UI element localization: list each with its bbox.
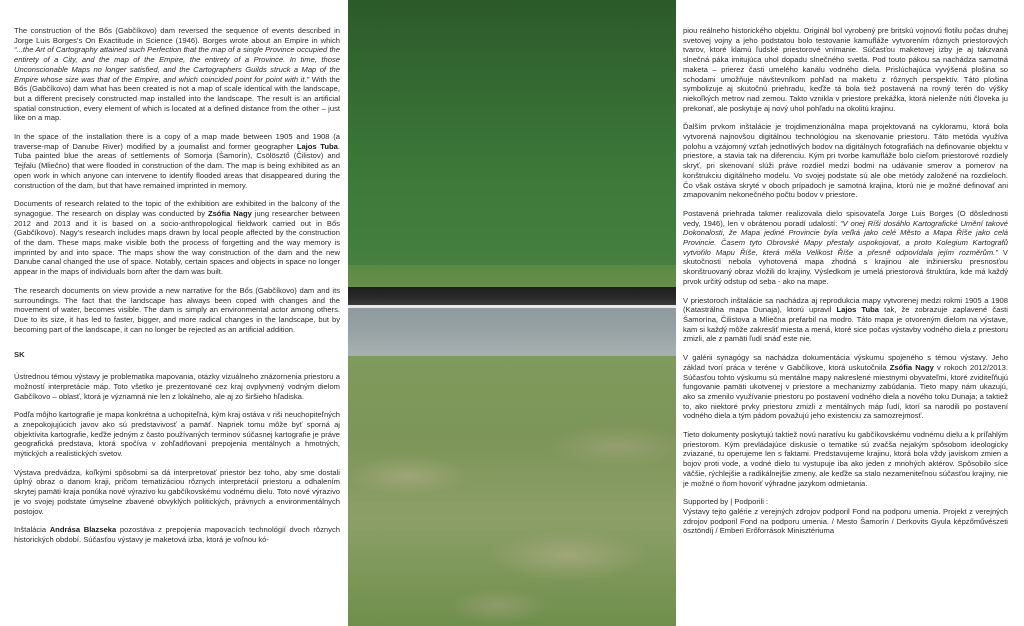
sk-paragraph-1: Ústrednou témou výstavy je problematika mapovania, otázky vizuálneho znázornenia priestoru a možností interpretácie máp. Toto všetko je prezentované cez kraj ovplyvnený vodným dielom Gabčíkovo – oblasť, ktorá je významná nie len z lokálneho, ale aj zo širšieho hľadiska. [14, 372, 340, 401]
researcher-name: Zsófia Nagy [207, 208, 252, 218]
sk-paragraph-10: Tieto dokumenty poskytujú taktiež novú naratívu ku gabčíkovskému vodnému dielu a k príľahlým priestorom. Kým prevládajúce diskusie o tematike sú zvačša nejakým spôsobom ideologicky zviazané, tu operujeme len s faktami. Predstavujeme krajinu, ktorá bola vždy javiskom zmien a bojov proti vode, a vodné dielo tu vystupuje iba ako jeden z mnohých aktérov. Spôsobilo síce väčšie, rýchlejšie a radikálnejšie zmeny, ale keďže sa stalo nezameniteľnou súčasťou krajiny, nie je možné o ňom hovoriť výhradne jazykom odmietania. [683, 430, 1008, 488]
artist-name: Andrása Blazseka [49, 525, 117, 535]
sk-heading: SK [14, 350, 25, 360]
photo-vegetation-area [348, 0, 676, 265]
sk-paragraph-3: Výstava predvádza, koľkými spôsobmi sa dá interpretovať priestor bez toho, aby sme dostali úplný obraz o danom kraji, pričom tematizáciou rôznych interpretácií priestoru a odhalením skrytej pamäti kraja ponúka nové výrazivo ku gabčíkovskému vodnému dielu. Toto nové výrazivo je vo svojej podstate úmyselne zbavené obvyklých politických, právnych a environmentálnych postojov. [14, 467, 340, 516]
artist-name: Lajos Tuba [836, 305, 879, 315]
photo-grass-strip [348, 265, 676, 287]
borges-quote: “V onej Ríši dosáhlo Kartografické Umění takové Dokonalosti, že Mapa jediné Provincie byla veľká jako celé Město a Mapa Říše jako celá Provincie. Časem tyto Obrovské Mapy přestaly uspokojovat, a proto Kolegium Kartografů vytvořilo Mapu Říše, která měla Velikost Říše a přesně odpovídala jejím rozměrům.” [683, 218, 1008, 257]
artist-name: Lajos Tuba [296, 141, 338, 151]
support-text: Výstavy tejto galérie z verejných zdrojov podporil Fond na podporu umenia. Projekt z verejných zdrojov podporil Fond na podporu umenia. / Mesto Šamorín / Derkovits Gyula képzőművészeti ösztöndíj / Emberi Erőforrások Minisztériuma [683, 506, 1008, 536]
english-text-column [14, 26, 340, 622]
slovak-text-column [683, 26, 1008, 622]
photo-grass-field [348, 356, 676, 626]
photo-concrete-slope [348, 308, 676, 356]
sk-paragraph-6: Ďalším prvkom inštalácie je trojdimenzionálna mapa projektovaná na cykloramu, ktorá bola vytvorená najnovšou digitálnou technológiou na skenovanie priestoru. Táto metóda využíva polohu a vzájomný vzťah jednotlivých bodov na digitálnych fotografiách na definovanie objektu v priestore, a stavia tak na diferenciu. Kým pri tvorbe kamufláže bolo cieľom priestorové rozdiely skryť, pri skenovaní slúži práve rozdiel medzi bodmi na udávanie smerov a pomerov na konštrukciu digitálneho modelu. Vo svojej podstate sú ale obe metódy založené na rozdieloch. Čo však ostáva skryté v oboch prípadoch je samotná krajina, ktorú nie je možné definovať ani zmapovaním nekonečného počtu bodov v priestore. [683, 122, 1008, 200]
en-paragraph-2: In the space of the installation there is a copy of a map made between 1905 and 1908 (a traverse-map of Danube River) modified by a journalist and former geographer Lajos Tuba. Tuba painted blue the areas of settlements of Somorja (Šamorín), Csölösztő (Čilistov) and Tejfalu (Mliečno) that were flooded in construction of the dam. The map is being exhibited as an open work in which anyone can intervene to identify flooded areas that disappeared during the construction of the dam, but that have remained imprinted in memory. [14, 132, 340, 190]
sk-paragraph-7: Postavená priehrada takmer realizovala dielo spisovateľa Jorge Luis Borges (O dôslednosti vedy, 1946), len v obrátenou poradí udalostí: “V onej Ríši dosáhlo Kartografické Umění takové Dokonalosti, že Mapa jediné Provincie byla veľká jako celé Město a Mapa Říše jako celá Provincie. Časem tyto Obrovské Mapy přestaly uspokojovat, a proto Kolegium Kartografů vytvořilo Mapu Říše, která měla Velikost Říše a přesně odpovídala jejím rozměrům.” V skutočnosti nebola vyhotovená mapa zhodná s krajinou ale inžiniersku presnosťou skonštruovaný obraz vložili do krajiny. Výsledkom je umelá priestorová štruktúra, kde má každý prvok určitý odstup od seba - ako na mape. [683, 208, 1008, 286]
borges-quote: “...the Art of Cartography attained such Perfection that the map of a single Province occupied the entirety of a City, and the map of the Empire, the entirety of a Province. In time, those Unconscionable Maps no longer satisfied, and the Cartographers Guilds struck a Map of the Empire whose size was that of the Empire, and which coincided point for point with it.” [14, 45, 340, 84]
photo-asphalt-band [348, 287, 676, 305]
en-paragraph-1: The construction of the Bős (Gabčíkovo) dam reversed the sequence of events described in Jorge Luis Borges’s On Exactitude in Science (1946). Borges wrote about an Empire in which “...the Art of Cartography attained such Perfection that the map of a single Province occupied the entirety of a City, and the map of the Empire, the entirety of a Province. In time, those Unconscionable Maps no longer satisfied, and the Cartographers Guilds struck a Map of the Empire whose size was that of the Empire, and which coincided point for point with it.” With the Bős (Gabčíkovo) dam what has been created is not a map of scale identical with the landscape, but a different precisely constructed map installed into the landscape. The result is an artificial spatial construction, every element of which is located at a defined distance from the other – just like on a map. [14, 26, 340, 123]
en-paragraph-4: The research documents on view provide a new narrative for the Bős (Gabčíkovo) dam and its surroundings. The fact that the landscape has always been coped with changes and the movement of water, becomes visible. The dam is simply an environmental actor among others. Due to its size, it has led to faster, bigger, and more radical changes in the landscape, but by becoming part of the landscape, it can no longer be rejected as an artificial addition. [14, 285, 340, 334]
researcher-name: Zsófia Nagy [889, 362, 934, 372]
support-heading: Supported by | Podporili : [683, 497, 769, 507]
sk-paragraph-2: Podľa môjho kartografie je mapa konkrétna a uchopiteľná, kým kraj ostáva v riši neuchopiteľných a znepokojujúcich javov ako sú predstavivosť a pamäť. Napriek tomu môže byť sporná aj objektívita kartografie, keďže jedným z často používaných terminov súčasnej kartografie je práve geografická predstava, ktorá spočíva v zohľadňovaní prepojenia mentálnych a hmotných, mýtických a realistických svetov. [14, 410, 340, 459]
sk-paragraph-5: piou reálneho historického objektu. Originál bol vyrobený pre britskú vojnovú flotilu počas druhej svetovej vojny a jeho podstatou bolo testovanie kamufláže vytvorením rôznych priestorových tvarov, ktoré klamú ľudské priestorové vnímanie. Súčasťou maketovej izby je aj takzvaná slnečná páka imitujúca uhol dopadu slnečného svetla. Pod touto pákou sa nachádza samotná maketa – prierez časti umelého kanálu vodného diela. Prislúchajúca vyvýšená plošina so schodami umožňuje návštevníkom pohľad na maketu z rôznych perspektív. Táto plošina symbolizuje aj skutočnú priehradu, keďže tá bola tiež postavená na rovný terén do výšky niekoľkých metrov nad zemou. Takto vznikla v priestore prekážka, ktorá nielenže núti človeka ju prekonať, ale poskytuje aj nový uhol pohľadu na okolitú krajinu. [683, 26, 1008, 113]
sk-paragraph-4: Inštalácia Andrása Blazseka pozostáva z prepojenia mapovacích technológií dvoch rôznych historických období. Súčasťou výstavy je maketová izba, ktorá je voľnou kó- [14, 525, 340, 544]
sk-paragraph-9: V galérii synagógy sa nachádza dokumentácia výskumu spojeného s témou výstavy. Jeho základ tvorí práca v teréne v Gabčíkove, ktorá uskutočnila Zsófia Nagy v rokoch 2012/2013. Súčasťou tohto výskumu sú mentálne mapy nakreslené miestnymi obyvateľmi, ktoré zviditeľňujú fungovanie pamäti ukotvenej v priestore a mechanizmy zabúdania. Tieto mapy nám ukazujú, ako sa zmenilo využívanie priestoru po postavení vodného diela a nového toku Dunaja; a taktiež to, ako niektoré prvky priestoru zmizli z mentálnych máp ľudí, ktorí sa narodili po postavení vodného diela a tým pádom považujú jeho existenciu za samozrejmosť. [683, 353, 1008, 421]
en-paragraph-3: Documents of research related to the topic of the exhibition are exhibited in the balcony of the synagogue. The research on display was conducted by Zsófia Nagy jung researcher between 2012 and 2013 and it is based on a socio-anthropological fieldwork carried out in Bős (Gabčíkovo). Nagy’s research includes maps drawn by local people affected by the construction of the dam. These maps make visible both the process of forgetting and the way memory is imprinted by and into space. The maps show the way construction of the dam and the new Danube canal changed the use of space. Notably, certain spaces and objects in space no longer appear in the maps of individuals born after the dam was built. [14, 199, 340, 277]
dam-landscape-photo [348, 0, 676, 626]
sk-paragraph-8: V priestoroch inštalácie sa nachádza aj reprodukcia mapy vytvorenej medzi rokmi 1905 a 1908 (Katastrálna mapa Dunaja), ktorú upravil Lajos Tuba tak, že zobrazuje zaplavené časti Šamorína, Čilistova a Mliečna prefarbil na modro. Táto mapa je otvoreným dielom na výstave, kam si každý môže zakresliť miesta a mená, ktoré sice počas výstavby vodného diela z priestoru zmizli, ale z pamäti ľudí snáď este nie. [683, 295, 1008, 344]
